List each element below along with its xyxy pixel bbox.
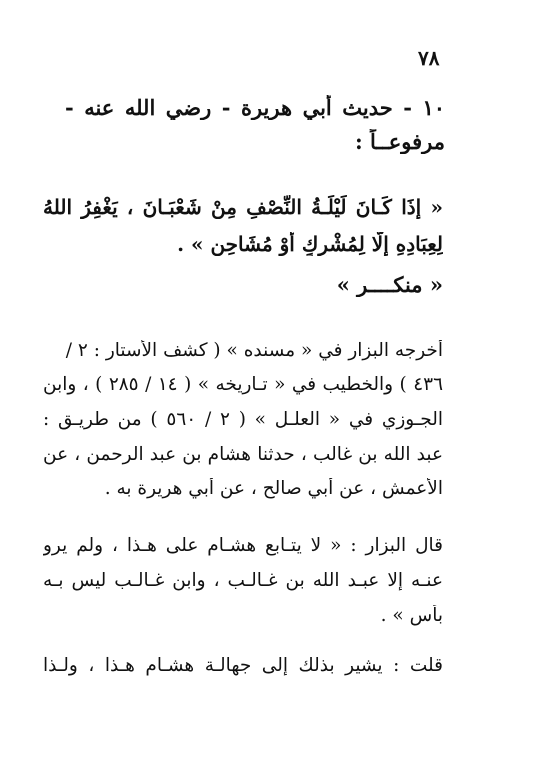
hadith-text-line-1: « إِذَا كَـانَ لَيْلَـةُ النِّصْفِ مِنْ شَعْبَـانَ ، يَغْفِرُ اللهُ (43, 195, 443, 219)
bazzar-quote-line-1: قال البزار : « لا يتـابع هشـام على هـذا ، ولم يرو (43, 535, 443, 556)
hadith-heading-line-1: ١٠ - حديث أبي هريرة - رضي الله عنه - (65, 95, 445, 120)
takhrij-line-1: أخرجه البزار في « مسنده » ( كشف الأستار : ٢ / (65, 340, 443, 361)
page-number: ٧٨ (418, 46, 440, 70)
hadith-text-line-2: لِعِبَادِهِ إِلَّا لِمُشْرِكٍ أَوْ مُشَاحِنٍ » . (177, 232, 443, 256)
bazzar-quote-line-2: عنـه إلا عبـد الله بن غـالـب ، وابن غـالـب ليس بـه (43, 570, 443, 591)
hadith-verdict: « منكــــر » (336, 272, 443, 297)
bazzar-quote-line-3: بأس » . (380, 605, 443, 626)
hadith-heading-line-2: مرفوعــاً : (354, 129, 445, 154)
comment-line-1: قلت : يشير بذلك إلى جهالـة هشـام هـذا ، ولـذا (43, 655, 443, 676)
takhrij-line-2: ٤٣٦ ) والخطيب في « تـاريخه » ( ١٤ / ٢٨٥ ) ، وابن (43, 374, 443, 395)
takhrij-line-5: الأعمش ، عن أبي صالح ، عن أبي هريرة به . (104, 478, 443, 499)
takhrij-line-4: عبد الله بن غالب ، حدثنا هشام بن عبد الرحمن ، عن (43, 444, 443, 465)
takhrij-line-3: الجـوزي في « العلـل » ( ٢ / ٥٦٠ ) من طريـق : (43, 409, 443, 430)
